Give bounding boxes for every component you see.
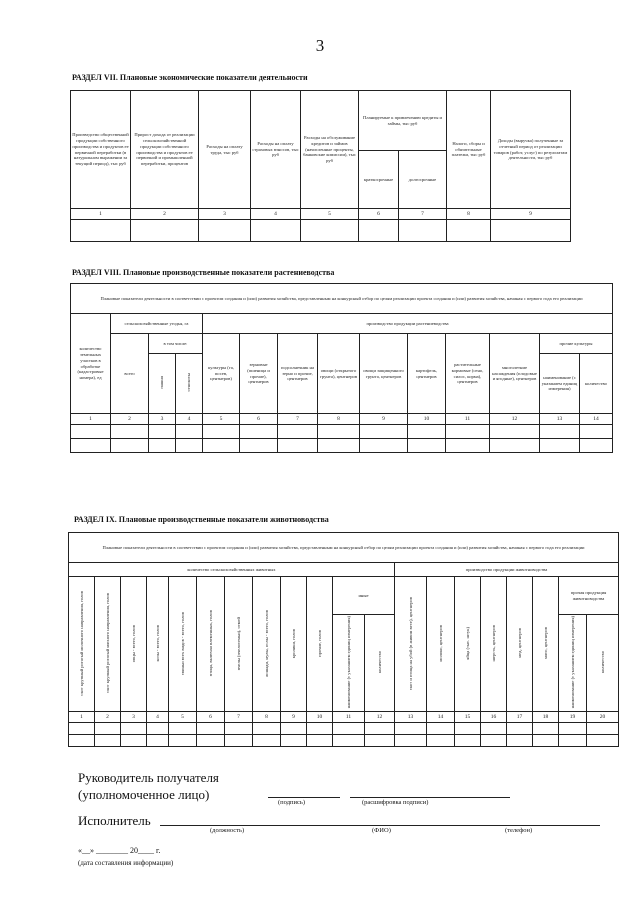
section9-title: РАЗДЕЛ IX. Плановые производственные показатели животноводства xyxy=(74,515,329,524)
s9-empty-cell[interactable] xyxy=(507,723,533,735)
s9-col-15: яйца (тыс. штук) xyxy=(455,577,481,712)
s7-num: 9 xyxy=(491,209,571,220)
s9-empty-cell[interactable] xyxy=(197,735,225,747)
s8-num: 3 xyxy=(149,414,176,425)
s9-col-12: количество xyxy=(365,615,395,712)
s7-header-3: Расходы на оплату труда, тыс руб xyxy=(199,91,251,209)
s9-empty-cell[interactable] xyxy=(197,723,225,735)
s7-num: 7 xyxy=(399,209,447,220)
s8-num: 2 xyxy=(111,414,149,425)
s9-num: 13 xyxy=(395,712,427,723)
s9-animals-header: количество сельскохозяйственных животных xyxy=(69,563,395,577)
s8-empty-cell[interactable] xyxy=(240,439,278,453)
s7-empty-cell[interactable] xyxy=(199,220,251,242)
s8-crop-4: овощи (открытого грунта), центнеров xyxy=(318,334,360,414)
s8-hay-header: сенокосы xyxy=(176,354,203,414)
s8-num: 11 xyxy=(446,414,490,425)
s9-empty-cell[interactable] xyxy=(481,723,507,735)
s9-col-9: кролики, голов xyxy=(281,577,307,712)
section9-table xyxy=(68,532,619,747)
signature-caption: (подпись) xyxy=(278,799,305,806)
s9-empty-cell[interactable] xyxy=(587,723,619,735)
s9-empty-cell[interactable] xyxy=(587,735,619,747)
s8-empty-cell[interactable] xyxy=(240,425,278,439)
date-caption: (дата составления информации) xyxy=(78,859,174,867)
s7-num: 1 xyxy=(71,209,131,220)
s8-empty-cell[interactable] xyxy=(540,425,580,439)
s9-num: 12 xyxy=(365,712,395,723)
s7-num: 5 xyxy=(301,209,359,220)
s8-empty-cell[interactable] xyxy=(360,439,408,453)
s9-empty-cell[interactable] xyxy=(281,735,307,747)
s9-num: 8 xyxy=(253,712,281,723)
s8-crop-5: овощи защищенного грунта, центнеров xyxy=(360,334,408,414)
s8-crop-3: подсолнечник на зерно и прочие, центнеров xyxy=(278,334,318,414)
s8-empty-cell[interactable] xyxy=(446,439,490,453)
s8-empty-cell[interactable] xyxy=(318,439,360,453)
s7-empty-cell[interactable] xyxy=(447,220,491,242)
s9-col-11: наименование (с указанием единиц измерения) xyxy=(333,615,365,712)
s8-empty-cell[interactable] xyxy=(203,439,240,453)
s7-num: 3 xyxy=(199,209,251,220)
s8-arable-header: пашня xyxy=(149,354,176,414)
s9-num: 19 xyxy=(559,712,587,723)
s7-empty-cell[interactable] xyxy=(359,220,399,242)
s9-empty-cell[interactable] xyxy=(559,723,587,735)
s8-num: 8 xyxy=(318,414,360,425)
s9-empty-cell[interactable] xyxy=(333,723,365,735)
s9-empty-cell[interactable] xyxy=(95,735,121,747)
s8-crop-8: многолетние насаждения (плодовые и ягодные), центнеров xyxy=(490,334,540,414)
s7-header-9: Доходы (выручка) полученные за отчетный период от реализации товаров (работ, услуг) по результатам деятельности, тыс руб xyxy=(491,91,571,209)
s9-production-header: производство продукции животноводства xyxy=(395,563,619,577)
s9-col-6: птица, включая племенных, голов xyxy=(197,577,225,712)
s7-header-4: Расходы на оплату страховых взносов, тыс руб xyxy=(251,91,301,209)
s8-empty-cell[interactable] xyxy=(111,439,149,453)
s8-empty-cell[interactable] xyxy=(176,425,203,439)
s8-crop-7: растительные кормовые (сено, силос, корма), центнеров xyxy=(446,334,490,414)
s7-sub-short: краткосрочные xyxy=(359,151,399,209)
s9-col-5: свиньи всех видов - всего, голов xyxy=(169,577,197,712)
s9-empty-cell[interactable] xyxy=(169,735,197,747)
s9-empty-cell[interactable] xyxy=(121,723,147,735)
signature-decode-caption: (расшифровка подписи) xyxy=(362,799,429,806)
s9-col-7: пчелы (пчелосемьи), семей xyxy=(225,577,253,712)
s9-empty-cell[interactable] xyxy=(147,723,169,735)
s9-num: 9 xyxy=(281,712,307,723)
s9-empty-cell[interactable] xyxy=(281,723,307,735)
s9-col-17: мед, центнеров xyxy=(507,577,533,712)
s9-col-13: скот и птица на убой (в живом весе), центнеров xyxy=(395,577,427,712)
s9-empty-cell[interactable] xyxy=(455,735,481,747)
s9-empty-cell[interactable] xyxy=(253,723,281,735)
s9-empty-cell[interactable] xyxy=(395,723,427,735)
s8-num: 12 xyxy=(490,414,540,425)
s8-empty-cell[interactable] xyxy=(111,425,149,439)
s9-other-header: иные xyxy=(333,577,395,615)
s9-num: 20 xyxy=(587,712,619,723)
s9-empty-cell[interactable] xyxy=(69,735,95,747)
s7-empty-cell[interactable] xyxy=(301,220,359,242)
s8-total-header: всего xyxy=(111,334,149,414)
executor-label: Исполнитель xyxy=(78,813,151,828)
s9-empty-cell[interactable] xyxy=(307,723,333,735)
phone-caption: (телефон) xyxy=(505,827,533,834)
s9-empty-cell[interactable] xyxy=(507,735,533,747)
page-number: 3 xyxy=(315,36,325,55)
s7-header-1: Произведство общественной продукции собственного производства и продуктов ее первичной переработки (в натуральном выражении за текущий период), тыс руб xyxy=(71,91,131,209)
s9-empty-cell[interactable] xyxy=(427,723,455,735)
s8-empty-cell[interactable] xyxy=(540,439,580,453)
s9-col-14: молоко, центнеров xyxy=(427,577,455,712)
s9-col-1: скот крупный рогатый молочного направления, голов xyxy=(69,577,95,712)
s8-num: 7 xyxy=(278,414,318,425)
s8-incl-header: в том числе: xyxy=(149,334,203,354)
signature-line[interactable] xyxy=(268,797,340,798)
section7-table xyxy=(70,90,571,242)
s9-num: 5 xyxy=(169,712,197,723)
s9-num: 17 xyxy=(507,712,533,723)
s9-empty-cell[interactable] xyxy=(147,735,169,747)
fio-caption: (ФИО) xyxy=(372,827,391,834)
s9-num: 1 xyxy=(69,712,95,723)
s8-empty-cell[interactable] xyxy=(490,425,540,439)
section8-table xyxy=(70,283,613,453)
s8-other-qty-header: количество xyxy=(580,354,613,414)
s8-top-header: Плановые показатели деятельности в соответствии с проектом создания и (или) развития хозяйства, представленным на конкурсный отбор по целям реализации проекта создания и (или) развития хозяйства, начиная с первого года его реализации xyxy=(71,284,613,314)
s7-header-5: Расходы на обслуживание кредитов и займов (начисленные проценты, банковские комиссии), тыс руб xyxy=(301,91,359,209)
s9-col-16: шерсть, центнеров xyxy=(481,577,507,712)
s8-empty-cell[interactable] xyxy=(278,425,318,439)
s8-empty-cell[interactable] xyxy=(580,425,613,439)
s9-col-3: овцы - всего, голов xyxy=(121,577,147,712)
head-label-line2: (уполномоченное лицо) xyxy=(78,787,210,802)
signature-decode-line[interactable] xyxy=(350,797,510,798)
s8-num: 10 xyxy=(408,414,446,425)
s9-empty-cell[interactable] xyxy=(559,735,587,747)
s8-crop-2: зерновые (пшеница и прочие), центнеров xyxy=(240,334,278,414)
s9-col-10: прочие, голов xyxy=(307,577,333,712)
s7-empty-cell[interactable] xyxy=(131,220,199,242)
s8-empty-cell[interactable] xyxy=(71,425,111,439)
s9-num: 11 xyxy=(333,712,365,723)
s8-empty-cell[interactable] xyxy=(580,439,613,453)
s9-num: 16 xyxy=(481,712,507,723)
s7-empty-cell[interactable] xyxy=(251,220,301,242)
s9-num: 6 xyxy=(197,712,225,723)
s8-empty-cell[interactable] xyxy=(176,439,203,453)
s9-col-4: козы - всего, голов xyxy=(147,577,169,712)
s8-num: 14 xyxy=(580,414,613,425)
s8-empty-cell[interactable] xyxy=(149,439,176,453)
s9-num: 7 xyxy=(225,712,253,723)
section8-title: РАЗДЕЛ VIII. Плановые производственные показатели растениеводства xyxy=(72,268,335,277)
s7-num: 2 xyxy=(131,209,199,220)
s9-num: 4 xyxy=(147,712,169,723)
s9-num: 15 xyxy=(455,712,481,723)
s9-empty-cell[interactable] xyxy=(455,723,481,735)
s8-crop-1: культуры (га, посев, центнеров) xyxy=(203,334,240,414)
s9-col-2: скот крупный рогатый мясного направления, голов xyxy=(95,577,121,712)
s8-other-header: прочие культуры xyxy=(540,334,613,354)
s8-empty-cell[interactable] xyxy=(203,425,240,439)
s9-empty-cell[interactable] xyxy=(365,735,395,747)
position-caption: (должность) xyxy=(210,827,245,834)
s8-num: 13 xyxy=(540,414,580,425)
s9-num: 3 xyxy=(121,712,147,723)
s8-empty-cell[interactable] xyxy=(318,425,360,439)
s8-crop-6: картофель, центнеров xyxy=(408,334,446,414)
s8-num: 4 xyxy=(176,414,203,425)
s9-empty-cell[interactable] xyxy=(533,735,559,747)
s9-empty-cell[interactable] xyxy=(481,735,507,747)
s9-empty-cell[interactable] xyxy=(121,735,147,747)
s7-num: 8 xyxy=(447,209,491,220)
s8-num: 6 xyxy=(240,414,278,425)
s9-col-20: количество xyxy=(587,615,619,712)
s7-empty-cell[interactable] xyxy=(399,220,447,242)
s8-empty-cell[interactable] xyxy=(149,425,176,439)
s8-empty-cell[interactable] xyxy=(446,425,490,439)
s9-num: 10 xyxy=(307,712,333,723)
s8-num: 5 xyxy=(203,414,240,425)
s8-production-header: производство продукции растениеводства xyxy=(203,314,613,334)
s8-num: 9 xyxy=(360,414,408,425)
s9-col-18: мясо, центнеров xyxy=(533,577,559,712)
s9-empty-cell[interactable] xyxy=(533,723,559,735)
head-label-line1: Руководитель получателя xyxy=(78,770,219,785)
s8-empty-cell[interactable] xyxy=(490,439,540,453)
date-field[interactable]: «__» ________ 20____ г. xyxy=(78,846,161,855)
s9-empty-cell[interactable] xyxy=(253,735,281,747)
s9-col-8: лошади, мулы, ослы - всего, голов xyxy=(253,577,281,712)
s8-plots-header: количество земельных участков в обработке (кадастровые номера), ед xyxy=(71,314,111,414)
s9-empty-cell[interactable] xyxy=(69,723,95,735)
s9-empty-cell[interactable] xyxy=(307,735,333,747)
s8-empty-cell[interactable] xyxy=(71,439,111,453)
s7-sub-long: долгосрочные xyxy=(399,151,447,209)
s9-num: 14 xyxy=(427,712,455,723)
s9-empty-cell[interactable] xyxy=(95,723,121,735)
section7-title: РАЗДЕЛ VII. Плановые экономические показатели деятельности xyxy=(72,73,308,82)
s7-num: 6 xyxy=(359,209,399,220)
s9-empty-cell[interactable] xyxy=(395,735,427,747)
s9-empty-cell[interactable] xyxy=(225,735,253,747)
s7-header-8: Налоги, сборы и обязательные платежи, тыс руб xyxy=(447,91,491,209)
s9-empty-cell[interactable] xyxy=(427,735,455,747)
s8-num: 1 xyxy=(71,414,111,425)
s9-other-prod-header: прочая продукция животноводства xyxy=(559,577,619,615)
s8-empty-cell[interactable] xyxy=(278,439,318,453)
s7-empty-cell[interactable] xyxy=(491,220,571,242)
s9-num: 2 xyxy=(95,712,121,723)
s7-header-6: Планируемые к привлечению кредиты и займы, тыс руб xyxy=(359,91,447,151)
s8-empty-cell[interactable] xyxy=(360,425,408,439)
executor-line[interactable] xyxy=(160,825,600,826)
s7-empty-cell[interactable] xyxy=(71,220,131,242)
s9-empty-cell[interactable] xyxy=(365,723,395,735)
s9-empty-cell[interactable] xyxy=(169,723,197,735)
s7-num: 4 xyxy=(251,209,301,220)
s8-empty-cell[interactable] xyxy=(408,439,446,453)
s7-header-2: Прирост дохода от реализации сельскохозяйственной продукции собственного производства и продуктов ее первичной и промышленной переработки, процентов xyxy=(131,91,199,209)
s9-num: 18 xyxy=(533,712,559,723)
s8-land-header: сельскохозяйственные угодья, га xyxy=(111,314,203,334)
s9-empty-cell[interactable] xyxy=(225,723,253,735)
s9-empty-cell[interactable] xyxy=(333,735,365,747)
s9-top-header: Плановые показатели деятельности в соответствии с проектом создания и (или) развития хозяйства, представленным на конкурсный отбор по целям реализации проекта создания и (или) развития хозяйства, начиная с первого года его реализации xyxy=(69,533,619,563)
s9-col-19: наименование (с указанием единиц измерения) xyxy=(559,615,587,712)
s8-empty-cell[interactable] xyxy=(408,425,446,439)
s8-other-name-header: наименование (с указанием единиц измерения) xyxy=(540,354,580,414)
